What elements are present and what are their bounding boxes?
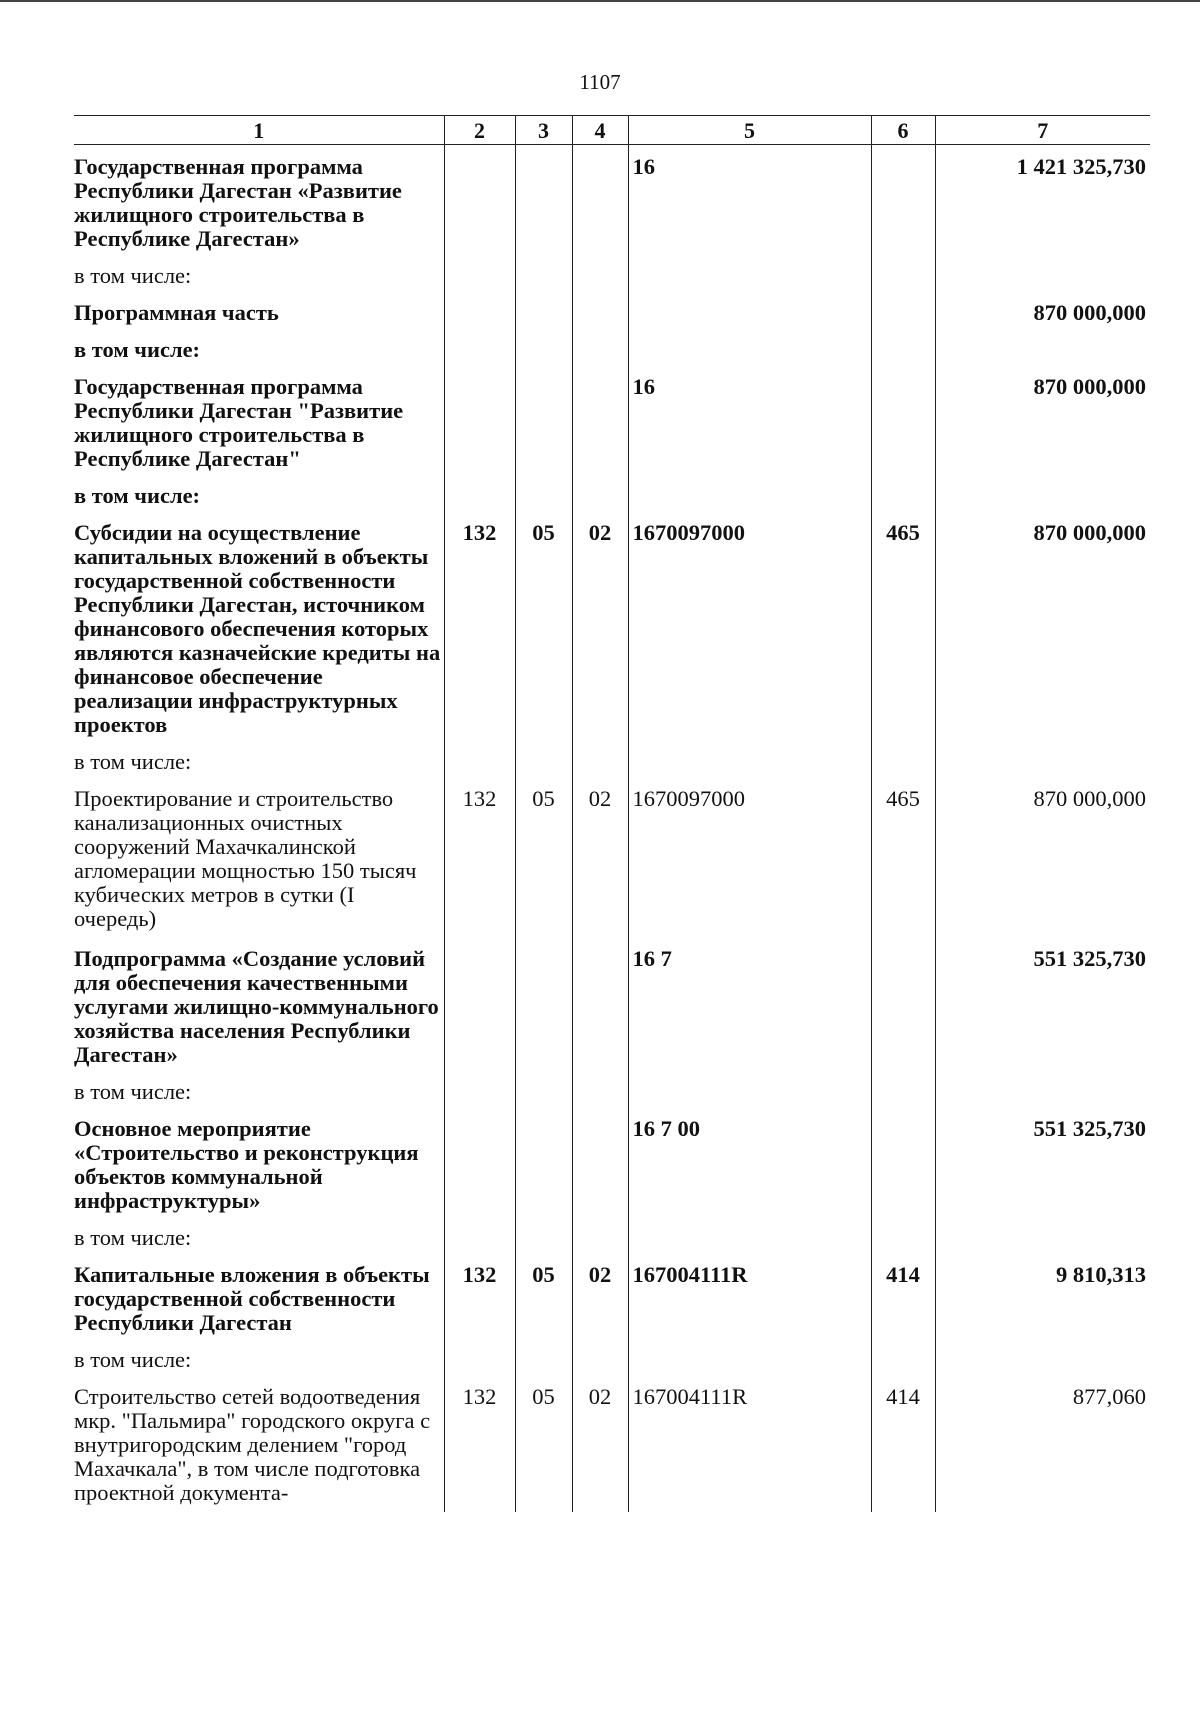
row-ministry-code bbox=[444, 744, 515, 778]
row-section-code: 05 bbox=[515, 1254, 572, 1342]
row-amount: 870 000,000 bbox=[935, 292, 1150, 332]
row-expense-type bbox=[871, 1220, 935, 1254]
row-subsection-code: 02 bbox=[572, 1376, 628, 1512]
row-amount: 1 421 325,730 bbox=[935, 145, 1150, 259]
row-expense-type: 465 bbox=[871, 512, 935, 744]
row-ministry-code bbox=[444, 1108, 515, 1220]
row-ministry-code bbox=[444, 145, 515, 259]
table-row bbox=[74, 744, 1150, 778]
row-amount: 870 000,000 bbox=[935, 778, 1150, 938]
row-ministry-code: 132 bbox=[444, 512, 515, 744]
row-amount bbox=[935, 258, 1150, 292]
row-expense-type bbox=[871, 366, 935, 478]
table-row bbox=[74, 1108, 1150, 1220]
row-target-article bbox=[628, 258, 871, 292]
row-target-article: 1670097000 bbox=[628, 512, 871, 744]
row-section-code bbox=[515, 292, 572, 332]
row-target-article bbox=[628, 1220, 871, 1254]
row-amount bbox=[935, 332, 1150, 366]
row-target-article: 167004111R bbox=[628, 1254, 871, 1342]
row-expense-type bbox=[871, 1108, 935, 1220]
row-subsection-code bbox=[572, 938, 628, 1074]
row-expense-type: 414 bbox=[871, 1376, 935, 1512]
row-description: Основное мероприятие «Строительство и реконструкция объектов коммунальной инфраструктуры» bbox=[74, 1116, 419, 1213]
row-ministry-code bbox=[444, 1342, 515, 1376]
row-section-code bbox=[515, 1108, 572, 1220]
table-row bbox=[74, 145, 1150, 259]
table-row bbox=[74, 1342, 1150, 1376]
row-expense-type bbox=[871, 145, 935, 259]
table-row bbox=[74, 512, 1150, 744]
row-section-code: 05 bbox=[515, 512, 572, 744]
row-ministry-code bbox=[444, 258, 515, 292]
row-target-article: 1670097000 bbox=[628, 778, 871, 938]
table-row bbox=[74, 938, 1150, 1074]
row-target-article: 16 bbox=[628, 145, 871, 259]
table-row bbox=[74, 1220, 1150, 1254]
column-header-1: 1 bbox=[74, 116, 444, 145]
table-row bbox=[74, 1074, 1150, 1108]
row-expense-type bbox=[871, 744, 935, 778]
row-description: Проектирование и строительство канализационных очистных сооружений Махачкалинской агломерации мощностью 150 тысяч кубических метров в сутки (I очередь) bbox=[74, 786, 417, 931]
row-section-code: 05 bbox=[515, 778, 572, 938]
row-subsection-code bbox=[572, 1220, 628, 1254]
row-expense-type: 414 bbox=[871, 1254, 935, 1342]
row-expense-type bbox=[871, 292, 935, 332]
row-description: Государственная программа Республики Дагестан "Развитие жилищного строительства в Республике Дагестан" bbox=[74, 374, 404, 471]
row-subsection-code bbox=[572, 1342, 628, 1376]
column-header-4: 4 bbox=[572, 116, 628, 145]
column-header-5: 5 bbox=[628, 116, 871, 145]
row-expense-type bbox=[871, 258, 935, 292]
row-amount bbox=[935, 478, 1150, 512]
row-section-code bbox=[515, 1074, 572, 1108]
row-ministry-code bbox=[444, 332, 515, 366]
row-target-article bbox=[628, 1342, 871, 1376]
row-subsection-code bbox=[572, 145, 628, 259]
row-target-article: 16 bbox=[628, 366, 871, 478]
table-row bbox=[74, 258, 1150, 292]
row-ministry-code: 132 bbox=[444, 1254, 515, 1342]
row-subsection-code bbox=[572, 1108, 628, 1220]
table-row bbox=[74, 1254, 1150, 1342]
row-target-article: 16 7 bbox=[628, 938, 871, 1074]
row-description: Подпрограмма «Создание условий для обеспечения качественными услугами жилищно-коммунального хозяйства населения Республики Дагестан» bbox=[74, 946, 439, 1067]
row-expense-type: 465 bbox=[871, 778, 935, 938]
row-subsection-code: 02 bbox=[572, 1254, 628, 1342]
row-target-article bbox=[628, 744, 871, 778]
column-header-6: 6 bbox=[871, 116, 935, 145]
row-ministry-code: 132 bbox=[444, 778, 515, 938]
row-section-code: 05 bbox=[515, 1376, 572, 1512]
row-amount: 870 000,000 bbox=[935, 512, 1150, 744]
row-target-article bbox=[628, 478, 871, 512]
row-expense-type bbox=[871, 1074, 935, 1108]
row-description: в том числе: bbox=[74, 1347, 192, 1372]
row-section-code bbox=[515, 938, 572, 1074]
column-header-2: 2 bbox=[444, 116, 515, 145]
table-row bbox=[74, 366, 1150, 478]
row-section-code bbox=[515, 332, 572, 366]
row-ministry-code bbox=[444, 292, 515, 332]
row-description: Государственная программа Республики Дагестан «Развитие жилищного строительства в Республике Дагестан» bbox=[74, 154, 402, 251]
row-target-article: 167004111R bbox=[628, 1376, 871, 1512]
row-subsection-code bbox=[572, 292, 628, 332]
row-section-code bbox=[515, 1220, 572, 1254]
row-subsection-code: 02 bbox=[572, 778, 628, 938]
row-section-code bbox=[515, 478, 572, 512]
table-row bbox=[74, 778, 1150, 938]
row-amount: 9 810,313 bbox=[935, 1254, 1150, 1342]
row-description: Программная часть bbox=[74, 300, 279, 325]
row-description: в том числе: bbox=[74, 483, 201, 508]
row-subsection-code bbox=[572, 744, 628, 778]
row-amount bbox=[935, 1220, 1150, 1254]
row-ministry-code bbox=[444, 478, 515, 512]
row-ministry-code bbox=[444, 1220, 515, 1254]
row-subsection-code bbox=[572, 1074, 628, 1108]
row-expense-type bbox=[871, 332, 935, 366]
table-row bbox=[74, 332, 1150, 366]
row-expense-type bbox=[871, 938, 935, 1074]
row-target-article bbox=[628, 332, 871, 366]
top-border-line bbox=[0, 0, 1200, 2]
row-section-code bbox=[515, 744, 572, 778]
row-section-code bbox=[515, 258, 572, 292]
row-amount: 877,060 bbox=[935, 1376, 1150, 1512]
column-header-3: 3 bbox=[515, 116, 572, 145]
row-amount: 551 325,730 bbox=[935, 938, 1150, 1074]
row-description: в том числе: bbox=[74, 1079, 192, 1104]
budget-table bbox=[74, 115, 1150, 1512]
row-subsection-code bbox=[572, 478, 628, 512]
table-row bbox=[74, 292, 1150, 332]
row-subsection-code bbox=[572, 332, 628, 366]
row-description: в том числе: bbox=[74, 749, 192, 774]
row-section-code bbox=[515, 145, 572, 259]
row-amount bbox=[935, 744, 1150, 778]
row-amount bbox=[935, 1342, 1150, 1376]
column-header-7: 7 bbox=[935, 116, 1150, 145]
row-section-code bbox=[515, 1342, 572, 1376]
row-target-article: 16 7 00 bbox=[628, 1108, 871, 1220]
row-amount: 870 000,000 bbox=[935, 366, 1150, 478]
row-amount bbox=[935, 1074, 1150, 1108]
row-description: Капитальные вложения в объекты государственной собственности Республики Дагестан bbox=[74, 1262, 430, 1335]
table-header-row bbox=[74, 116, 1150, 145]
row-description: Строительство сетей водоотведения мкр. "Пальмира" городского округа с внутригородским делением "город Махачкала", в том числе подготовка проектной документа- bbox=[74, 1384, 431, 1505]
row-target-article bbox=[628, 1074, 871, 1108]
table-row bbox=[74, 1376, 1150, 1512]
row-section-code bbox=[515, 366, 572, 478]
row-description: в том числе: bbox=[74, 1225, 192, 1250]
row-target-article bbox=[628, 292, 871, 332]
row-ministry-code: 132 bbox=[444, 1376, 515, 1512]
row-expense-type bbox=[871, 1342, 935, 1376]
row-subsection-code bbox=[572, 366, 628, 478]
row-description: Субсидии на осуществление капитальных вложений в объекты государственной собственности Республики Дагестан, источником финансового обеспечения которых являются казначейские кредиты на финансовое обеспечение реализации инфраструктурных проектов bbox=[74, 520, 441, 737]
table-body bbox=[74, 145, 1150, 1513]
row-expense-type bbox=[871, 478, 935, 512]
row-amount: 551 325,730 bbox=[935, 1108, 1150, 1220]
row-description: в том числе: bbox=[74, 263, 192, 288]
row-subsection-code bbox=[572, 258, 628, 292]
row-ministry-code bbox=[444, 1074, 515, 1108]
row-ministry-code bbox=[444, 938, 515, 1074]
table-row bbox=[74, 478, 1150, 512]
row-ministry-code bbox=[444, 366, 515, 478]
row-subsection-code: 02 bbox=[572, 512, 628, 744]
row-description: в том числе: bbox=[74, 337, 201, 362]
page-number: 1107 bbox=[579, 70, 621, 94]
